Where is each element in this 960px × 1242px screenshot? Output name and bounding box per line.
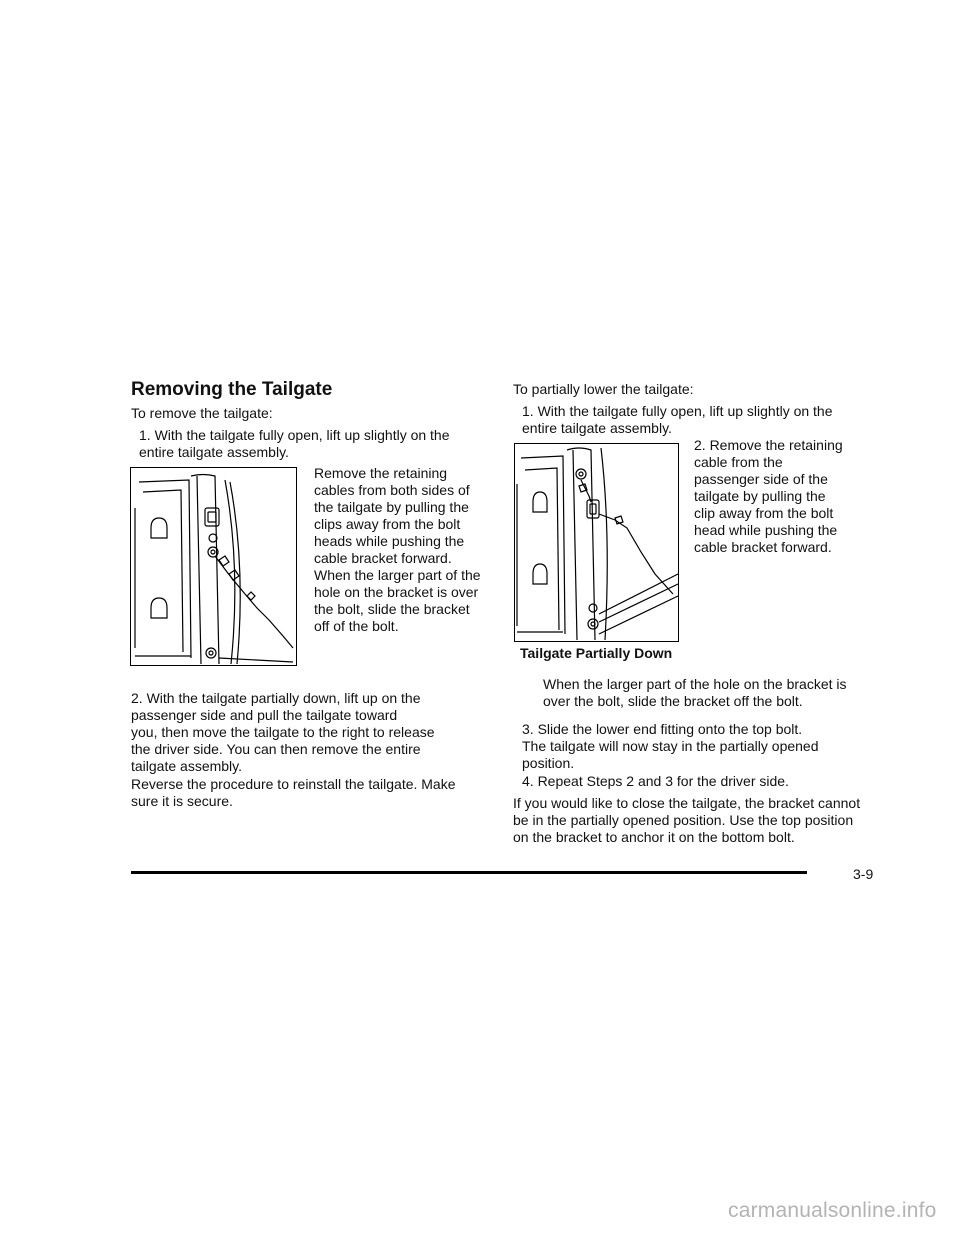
left-step-2: 2. With the tailgate partially down, lift up on the passenger side and pull the tailgate toward you, then move the tailgate to the right to release the driver side. You can then remove the entire tailgate assembly.	[131, 690, 435, 774]
left-closing: Reverse the procedure to reinstall the tailgate. Make sure it is secure.	[131, 776, 456, 809]
right-closing: If you would like to close the tailgate, the bracket cannot be in the partially opened position. Use the top position on the bracket to anchor it on the bottom bolt.	[513, 795, 861, 845]
left-intro: To remove the tailgate:	[131, 405, 273, 421]
watermark: carmanualsonline.info	[728, 1199, 937, 1222]
tailgate-partially-down-drawing	[515, 444, 678, 641]
left-figure-text: Remove the retaining cables from both sides of the tailgate by pulling the clips away from the bolt heads while pushing the cable bracket forward. When the larger part of the hole on the bracket is over the bolt, slide the bracket off of the bolt.	[314, 465, 481, 634]
tailgate-cable-illustration	[130, 467, 297, 666]
figure-caption: Tailgate Partially Down	[520, 645, 673, 661]
section-heading: Removing the Tailgate	[131, 379, 333, 400]
right-step-4: 4. Repeat Steps 2 and 3 for the driver side.	[522, 773, 789, 789]
page-number: 3-9	[853, 866, 874, 882]
tailgate-partially-down-illustration	[514, 443, 679, 642]
right-step-1: 1. With the tailgate fully open, lift up slightly on the entire tailgate assembly.	[522, 403, 833, 436]
left-step-1: 1. With the tailgate fully open, lift up slightly on the entire tailgate assembly.	[139, 427, 450, 460]
footer-rule	[131, 871, 807, 874]
right-step-3: 3. Slide the lower end fitting onto the top bolt. The tailgate will now stay in the partially opened position.	[522, 721, 819, 771]
tailgate-cable-drawing	[131, 468, 296, 665]
right-step-2: 2. Remove the retaining cable from the passenger side of the tailgate by pulling the clip away from the bolt head while pushing the cable bracket forward.	[694, 437, 843, 555]
right-step-2-continued: When the larger part of the hole on the bracket is over the bolt, slide the bracket off the bolt.	[543, 676, 847, 709]
right-intro: To partially lower the tailgate:	[513, 381, 694, 397]
